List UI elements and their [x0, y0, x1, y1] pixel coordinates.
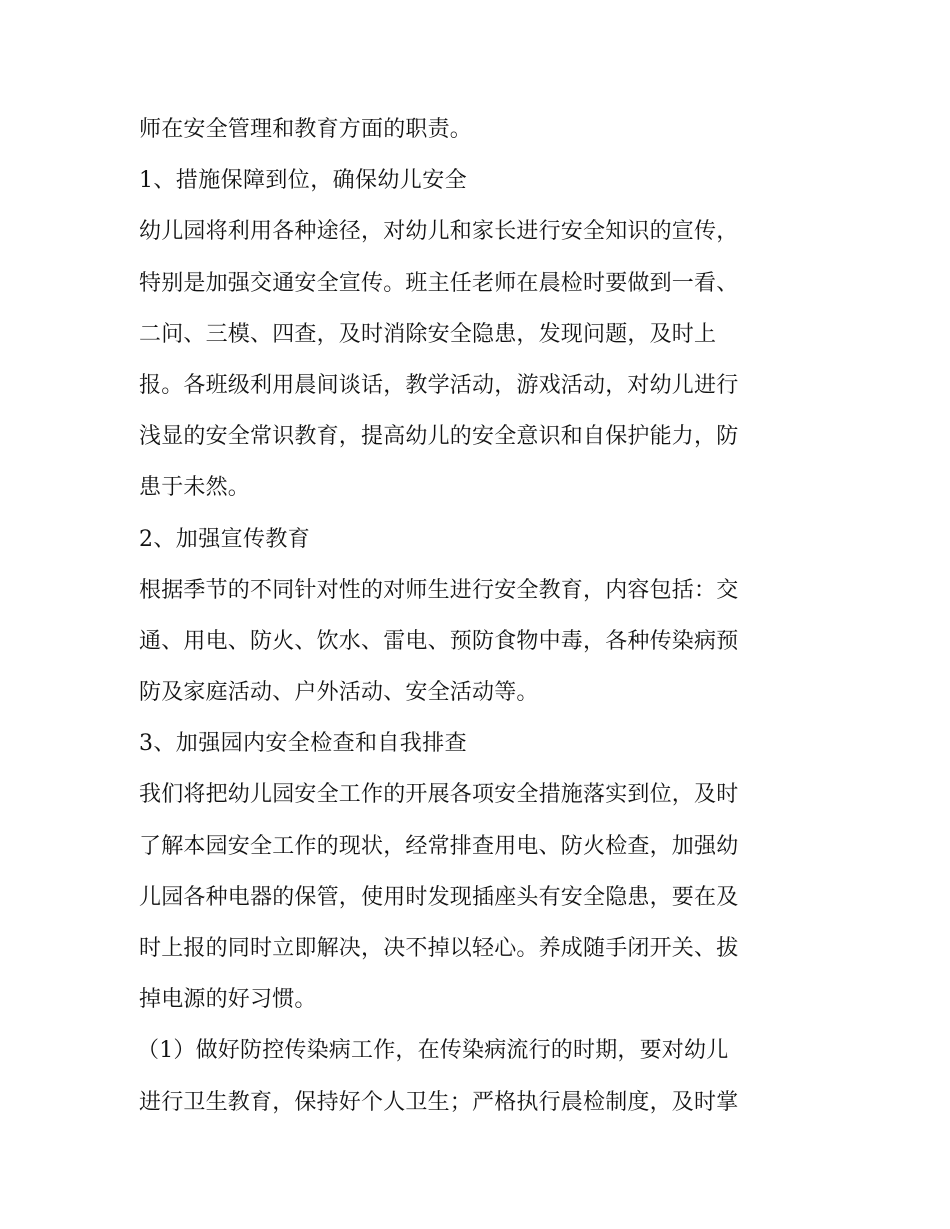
body-line: 师在安全管理和教育方面的职责。 [139, 117, 473, 142]
numbered-item-line: （1）做好防控传染病工作，在传染病流行的时期，要对幼儿 [137, 1038, 729, 1064]
body-line: 了解本园安全工作的现状，经常排查用电、防火检查，加强幼 [139, 833, 739, 859]
section-heading-3: 3、加强园内安全检查和自我排查 [139, 731, 467, 757]
body-line: 患于未然。 [139, 475, 251, 501]
body-line: 幼儿园将利用各种途径，对幼儿和家长进行安全知识的宣传， [139, 219, 739, 245]
body-line: 报。各班级利用晨间谈话，教学活动，游戏活动，对幼儿进行 [139, 372, 739, 398]
body-line: 掉电源的好习惯。 [139, 987, 317, 1013]
document-body [139, 104, 819, 1128]
body-line: 浅显的安全常识教育，提高幼儿的安全意识和自保护能力，防 [139, 424, 739, 450]
body-line: 通、用电、防火、饮水、雷电、预防食物中毒，各种传染病预 [139, 628, 739, 654]
section-heading-2: 2、加强宣传教育 [139, 526, 311, 552]
body-line: 防及家庭活动、户外活动、安全活动等。 [139, 680, 539, 706]
body-line: 儿园各种电器的保管，使用时发现插座头有安全隐患，要在及 [139, 884, 739, 910]
body-line: 根据季节的不同针对性的对师生进行安全教育，内容包括：交 [139, 577, 739, 603]
body-line: 我们将把幼儿园安全工作的开展各项安全措施落实到位，及时 [139, 782, 739, 808]
section-heading-1: 1、措施保障到位，确保幼儿安全 [139, 168, 467, 194]
body-line: 特别是加强交通安全宣传。班主任老师在晨检时要做到一看、 [139, 270, 739, 296]
body-line: 进行卫生教育，保持好个人卫生；严格执行晨检制度，及时掌 [139, 1089, 739, 1115]
body-line: 二问、三模、四查，及时消除安全隐患，发现问题，及时上 [139, 321, 717, 347]
body-line: 时上报的同时立即解决，决不掉以轻心。养成随手闭开关、拔 [139, 936, 739, 961]
